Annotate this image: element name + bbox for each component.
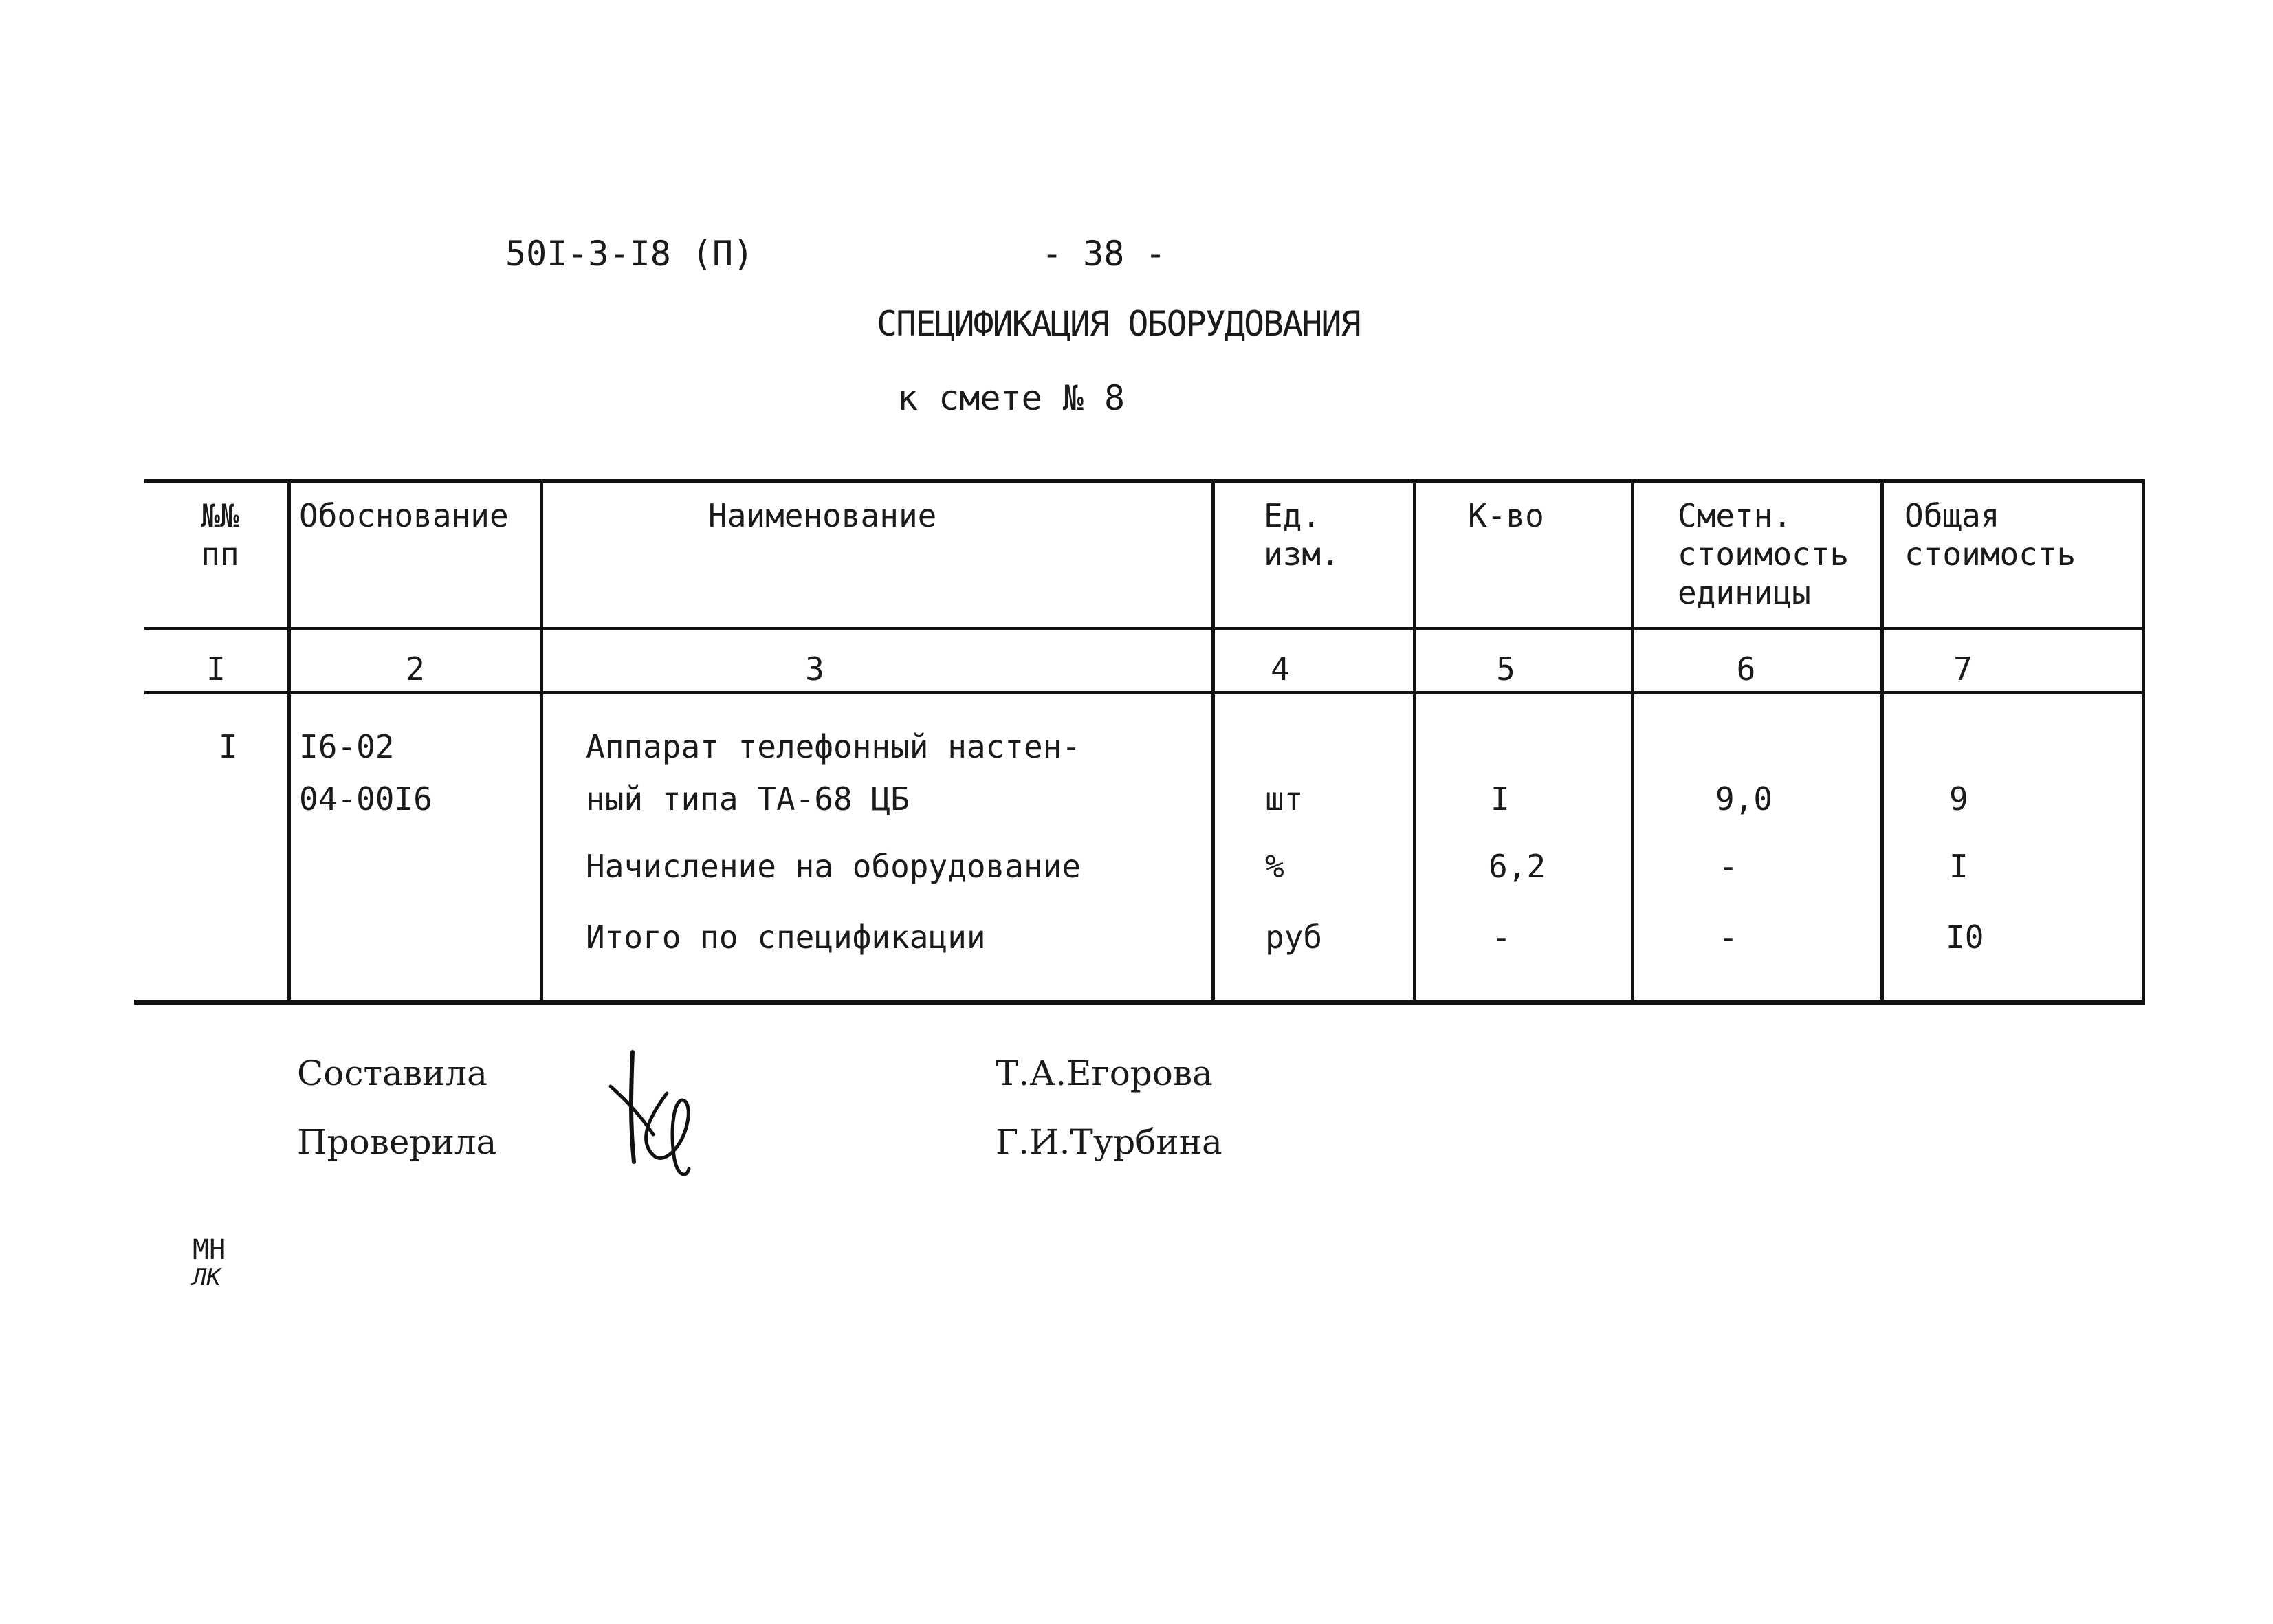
header-basis: Обоснование [299, 497, 509, 534]
row-quantity: 6,2 [1489, 848, 1546, 885]
document-code: 50I-3-I8 (П) [505, 234, 754, 274]
page-title: СПЕЦИФИКАЦИЯ ОБОРУДОВАНИЯ [877, 304, 1360, 344]
column-number: 3 [805, 650, 824, 688]
column-number: I [206, 650, 226, 688]
row-number: I [219, 728, 238, 765]
header-total-cost: Общая стоимость [1904, 497, 2076, 573]
handwritten-signature-icon [605, 1045, 715, 1183]
page-subtitle: к смете № 8 [897, 378, 1125, 418]
row-unit: руб [1265, 919, 1323, 956]
footer-note: МН ЛК [193, 1234, 226, 1291]
header-separator [144, 627, 2145, 630]
column-divider [540, 479, 543, 1003]
column-number: 7 [1953, 650, 1973, 688]
column-number: 2 [406, 650, 425, 688]
column-divider [1413, 479, 1416, 1003]
row-name: Аппарат телефонный настен- ный типа ТА-68 ЦБ [586, 728, 1081, 818]
column-divider [1631, 479, 1634, 1003]
checked-by-label: Проверила [297, 1122, 497, 1162]
header-number: №№ пп [201, 497, 239, 573]
row-unit-cost: - [1719, 919, 1738, 956]
compiled-by-label: Составила [297, 1053, 487, 1093]
header-unit: Ед. изм. [1264, 497, 1340, 573]
row-total: I [1949, 848, 1968, 885]
column-divider [1211, 479, 1215, 1003]
row-total: 9 [1949, 780, 1968, 818]
table-top-border [144, 479, 2145, 483]
column-divider [287, 479, 291, 1003]
column-divider [1880, 479, 1884, 1003]
header-quantity: К-во [1468, 497, 1544, 534]
table-bottom-border [134, 1000, 2145, 1005]
header-unit-cost: Сметн. стоимость единицы [1678, 497, 1849, 611]
row-quantity: - [1492, 919, 1511, 956]
column-numbers-separator [144, 691, 2145, 694]
column-number: 6 [1736, 650, 1756, 688]
header-name: Наименование [708, 497, 937, 534]
row-name: Начисление на оборудование [586, 848, 1081, 885]
table-right-border [2142, 479, 2145, 1003]
row-quantity: I [1491, 780, 1510, 818]
row-basis: I6-02 04-00I6 [299, 728, 432, 818]
page-number: - 38 - [1042, 234, 1166, 274]
column-number: 5 [1496, 650, 1515, 688]
row-total: I0 [1946, 919, 1984, 956]
row-name: Итого по спецификации [586, 919, 986, 956]
compiled-by-name: Т.А.Егорова [996, 1053, 1213, 1093]
row-unit-cost: - [1719, 848, 1738, 885]
checked-by-name: Г.И.Турбина [996, 1122, 1222, 1162]
row-unit: шт [1265, 780, 1304, 818]
column-number: 4 [1271, 650, 1290, 688]
row-unit-cost: 9,0 [1715, 780, 1773, 818]
row-unit: % [1265, 848, 1284, 885]
